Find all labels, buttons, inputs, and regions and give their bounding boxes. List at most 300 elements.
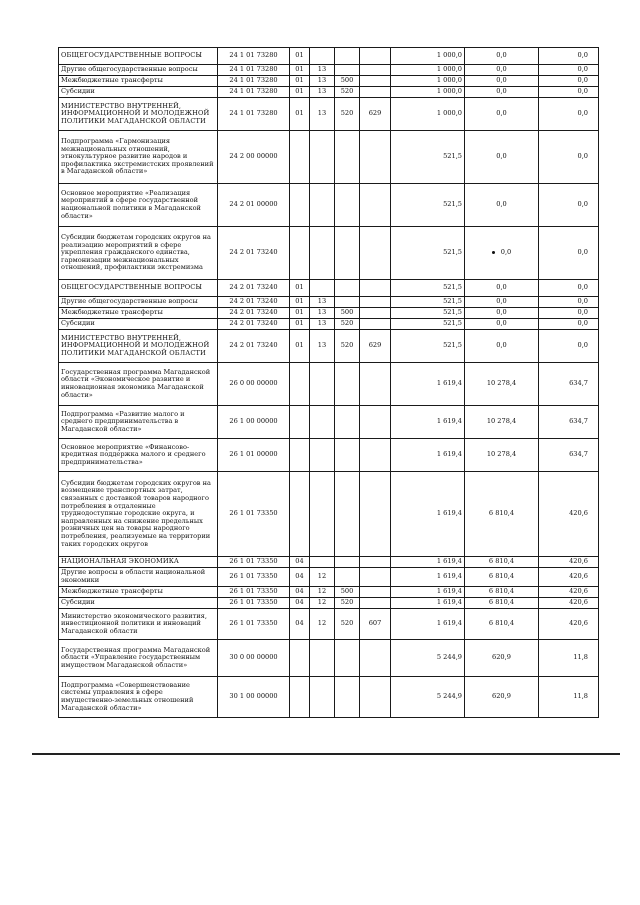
- cell-name: [59, 297, 218, 308]
- cell-section: [290, 319, 310, 330]
- cell-expense-type: [335, 319, 360, 330]
- cell-amount-3-text: 0,0: [577, 200, 588, 209]
- cell-amount-2-text: 6 810,4: [488, 587, 515, 596]
- cell-amount-1: [391, 319, 465, 330]
- cell-subsection-text: 13: [317, 87, 327, 96]
- table-row: [59, 472, 599, 557]
- cell-amount-3-text: 11,8: [573, 692, 588, 701]
- cell-amount-3-text: 0,0: [577, 341, 588, 350]
- cell-target-code-text: 24 1 01 73280: [229, 87, 278, 96]
- cell-target-code: [218, 308, 290, 319]
- cell-amount-1: [391, 472, 465, 557]
- cell-expense-type: [335, 439, 360, 472]
- cell-target-code-text: 26 1 01 73350: [229, 587, 278, 596]
- cell-section-text: 01: [295, 51, 304, 60]
- cell-target-code-text: 24 2 00 00000: [229, 152, 278, 161]
- cell-target-code-text: 26 0 00 00000: [229, 379, 278, 388]
- cell-subsection: [310, 65, 335, 76]
- cell-administrator: [360, 280, 391, 297]
- cell-expense-type-text: 520: [340, 109, 354, 118]
- cell-target-code-text: 26 1 01 73350: [229, 509, 278, 518]
- bullet-mark-icon: [492, 251, 495, 254]
- cell-name-text: Подпрограмма «Развитие малого и среднего предпринимательства в Магаданской области»: [61, 409, 185, 433]
- cell-subsection: [310, 406, 335, 439]
- cell-amount-1: [391, 184, 465, 227]
- cell-expense-type: [335, 227, 360, 280]
- cell-amount-2: [465, 609, 539, 640]
- cell-amount-3-text: 0,0: [577, 297, 588, 306]
- table-row: [59, 557, 599, 568]
- cell-amount-1-text: 1 619,4: [436, 572, 462, 581]
- table-row: [59, 184, 599, 227]
- table-row: [59, 131, 599, 184]
- cell-amount-3-text: 0,0: [577, 308, 588, 317]
- cell-section: [290, 227, 310, 280]
- table-row: [59, 280, 599, 297]
- cell-expense-type: [335, 568, 360, 587]
- cell-subsection: [310, 48, 335, 65]
- cell-section: [290, 330, 310, 363]
- cell-target-code: [218, 439, 290, 472]
- cell-amount-3: [539, 587, 599, 598]
- cell-amount-1: [391, 330, 465, 363]
- cell-target-code: [218, 48, 290, 65]
- cell-amount-1: [391, 363, 465, 406]
- cell-target-code-text: 26 1 01 73350: [229, 598, 278, 607]
- cell-subsection: [310, 319, 335, 330]
- cell-amount-3-text: 0,0: [577, 319, 588, 328]
- cell-amount-2: [465, 568, 539, 587]
- cell-amount-3: [539, 330, 599, 363]
- cell-amount-3-text: 0,0: [577, 152, 588, 161]
- cell-subsection: [310, 98, 335, 131]
- cell-amount-1: [391, 439, 465, 472]
- table-row: [59, 330, 599, 363]
- cell-amount-2-text: 0,0: [496, 109, 507, 118]
- cell-name: [59, 587, 218, 598]
- cell-target-code: [218, 568, 290, 587]
- cell-expense-type: [335, 330, 360, 363]
- cell-target-code-text: 24 2 01 73240: [229, 283, 278, 292]
- cell-name-text: ОБЩЕГОСУДАРСТВЕННЫЕ ВОПРОСЫ: [61, 283, 203, 292]
- cell-expense-type: [335, 297, 360, 308]
- cell-target-code-text: 30 1 00 00000: [229, 692, 278, 701]
- cell-subsection-text: 13: [317, 109, 327, 118]
- cell-expense-type: [335, 598, 360, 609]
- cell-name: [59, 363, 218, 406]
- cell-amount-3: [539, 439, 599, 472]
- cell-administrator: [360, 131, 391, 184]
- cell-name-text: МИНИСТЕРСТВО ВНУТРЕННЕЙ, ИНФОРМАЦИОННОЙ И МОЛОДЕЖНОЙ ПОЛИТИКИ МАГАДАНСКОЙ ОБЛАСТИ: [61, 101, 210, 125]
- cell-administrator: [360, 406, 391, 439]
- budget-sheet: [58, 47, 598, 718]
- cell-expense-type: [335, 587, 360, 598]
- cell-target-code: [218, 598, 290, 609]
- cell-target-code: [218, 297, 290, 308]
- cell-target-code: [218, 65, 290, 76]
- cell-amount-1: [391, 87, 465, 98]
- table-row: [59, 677, 599, 718]
- cell-section: [290, 557, 310, 568]
- cell-amount-3: [539, 677, 599, 718]
- cell-administrator: [360, 98, 391, 131]
- cell-section: [290, 98, 310, 131]
- cell-section: [290, 48, 310, 65]
- cell-amount-1-text: 1 000,0: [436, 87, 462, 96]
- cell-name-text: Субсидии: [61, 598, 95, 607]
- cell-amount-2-text: 6 810,4: [488, 557, 515, 566]
- cell-expense-type-text: 500: [340, 587, 354, 596]
- cell-amount-1-text: 521,5: [443, 283, 462, 292]
- cell-amount-1-text: 1 619,4: [436, 417, 462, 426]
- cell-administrator: [360, 677, 391, 718]
- cell-target-code: [218, 363, 290, 406]
- table-row: [59, 598, 599, 609]
- cell-amount-1-text: 5 244,9: [436, 653, 462, 662]
- cell-subsection-text: 12: [317, 598, 327, 607]
- table-row: [59, 297, 599, 308]
- table-row: [59, 65, 599, 76]
- cell-amount-3-text: 420,6: [569, 572, 588, 581]
- cell-amount-3: [539, 319, 599, 330]
- cell-target-code: [218, 98, 290, 131]
- cell-amount-3: [539, 65, 599, 76]
- cell-name: [59, 598, 218, 609]
- cell-amount-1: [391, 609, 465, 640]
- cell-amount-1-text: 1 619,4: [436, 450, 462, 459]
- cell-subsection: [310, 363, 335, 406]
- cell-expense-type-text: 500: [340, 76, 354, 85]
- cell-section: [290, 280, 310, 297]
- cell-section: [290, 76, 310, 87]
- cell-amount-1-text: 521,5: [443, 152, 462, 161]
- cell-amount-2-text: 0,0: [496, 297, 507, 306]
- cell-amount-3-text: 0,0: [577, 283, 588, 292]
- cell-amount-1: [391, 227, 465, 280]
- cell-subsection: [310, 330, 335, 363]
- cell-amount-2-text: 0,0: [496, 200, 507, 209]
- cell-amount-2: [465, 363, 539, 406]
- cell-target-code-text: 26 1 01 73350: [229, 619, 278, 628]
- cell-expense-type: [335, 308, 360, 319]
- cell-expense-type: [335, 406, 360, 439]
- cell-amount-3: [539, 308, 599, 319]
- cell-subsection: [310, 609, 335, 640]
- cell-section-text: 01: [295, 283, 304, 292]
- cell-expense-type-text: 520: [340, 619, 354, 628]
- cell-subsection: [310, 297, 335, 308]
- footer-rule: [32, 753, 620, 755]
- cell-section: [290, 439, 310, 472]
- cell-name-text: Субсидии бюджетам городских округов на реализацию мероприятий в сфере укрепления гражданского единства, гармонизации межнациональных отношений, профилактики экстремизма: [61, 233, 211, 272]
- cell-amount-3: [539, 472, 599, 557]
- cell-target-code-text: 24 2 01 00000: [229, 200, 278, 209]
- table-row: [59, 363, 599, 406]
- cell-amount-2-text: 0,0: [496, 87, 507, 96]
- cell-target-code-text: 24 2 01 73240: [229, 248, 278, 257]
- cell-name-text: ОБЩЕГОСУДАРСТВЕННЫЕ ВОПРОСЫ: [61, 51, 203, 60]
- cell-subsection: [310, 472, 335, 557]
- cell-amount-1-text: 521,5: [443, 248, 462, 257]
- cell-expense-type: [335, 76, 360, 87]
- cell-amount-3-text: 634,7: [569, 417, 588, 426]
- cell-amount-2: [465, 330, 539, 363]
- cell-amount-1: [391, 640, 465, 677]
- cell-administrator: [360, 439, 391, 472]
- cell-amount-2-text: 0,0: [496, 283, 507, 292]
- cell-expense-type: [335, 131, 360, 184]
- cell-administrator: [360, 297, 391, 308]
- cell-administrator: [360, 48, 391, 65]
- cell-subsection: [310, 131, 335, 184]
- cell-amount-1-text: 1 619,4: [436, 557, 462, 566]
- cell-name-text: Другие общегосударственные вопросы: [61, 65, 198, 74]
- cell-amount-1: [391, 406, 465, 439]
- cell-amount-3-text: 420,6: [569, 587, 588, 596]
- cell-amount-1-text: 1 000,0: [436, 76, 462, 85]
- cell-target-code: [218, 472, 290, 557]
- cell-amount-1-text: 1 619,4: [436, 509, 462, 518]
- cell-amount-1: [391, 48, 465, 65]
- cell-target-code-text: 24 2 01 73240: [229, 341, 278, 350]
- cell-name-text: Другие общегосударственные вопросы: [61, 297, 198, 306]
- cell-target-code-text: 26 1 01 73350: [229, 572, 278, 581]
- cell-amount-3-text: 0,0: [577, 51, 588, 60]
- cell-expense-type-text: 520: [340, 87, 354, 96]
- table-row: [59, 98, 599, 131]
- cell-name: [59, 677, 218, 718]
- cell-amount-3-text: 420,6: [569, 557, 588, 566]
- cell-amount-2-text: 6 810,4: [488, 509, 515, 518]
- cell-subsection: [310, 227, 335, 280]
- cell-name-text: Другие вопросы в области национальной экономики: [61, 568, 206, 584]
- cell-name: [59, 65, 218, 76]
- cell-amount-2: [465, 48, 539, 65]
- cell-subsection-text: 12: [317, 587, 327, 596]
- cell-target-code-text: 24 1 01 73280: [229, 109, 278, 118]
- cell-amount-3-text: 420,6: [569, 619, 588, 628]
- table-row: [59, 87, 599, 98]
- cell-name: [59, 439, 218, 472]
- table-row: [59, 76, 599, 87]
- cell-amount-2-text: 6 810,4: [488, 598, 515, 607]
- cell-subsection-text: 13: [317, 319, 327, 328]
- cell-amount-2-text: 6 810,4: [488, 619, 515, 628]
- cell-administrator: [360, 363, 391, 406]
- cell-administrator: [360, 557, 391, 568]
- cell-target-code: [218, 131, 290, 184]
- cell-name: [59, 227, 218, 280]
- cell-amount-3: [539, 76, 599, 87]
- cell-administrator: [360, 319, 391, 330]
- cell-amount-2-text: 10 278,4: [486, 417, 517, 426]
- cell-target-code: [218, 609, 290, 640]
- cell-amount-2-text: 0,0: [496, 341, 507, 350]
- cell-subsection-text: 13: [317, 76, 327, 85]
- cell-section: [290, 568, 310, 587]
- cell-target-code-text: 24 1 01 73280: [229, 65, 278, 74]
- cell-subsection: [310, 598, 335, 609]
- cell-amount-2: [465, 131, 539, 184]
- cell-amount-1-text: 1 000,0: [436, 109, 462, 118]
- cell-section-text: 01: [295, 319, 304, 328]
- cell-expense-type: [335, 98, 360, 131]
- cell-amount-1: [391, 76, 465, 87]
- cell-name-text: Основное мероприятие «Реализация мероприятий в сфере государственной национальной политики в Магаданской области»: [61, 188, 201, 220]
- cell-target-code-text: 24 2 01 73240: [229, 308, 278, 317]
- cell-amount-3: [539, 131, 599, 184]
- cell-amount-1: [391, 280, 465, 297]
- cell-amount-2: [465, 472, 539, 557]
- cell-amount-2-text: 10 278,4: [486, 450, 517, 459]
- cell-amount-1-text: 1 000,0: [436, 51, 462, 60]
- cell-expense-type: [335, 677, 360, 718]
- budget-table: [58, 47, 599, 718]
- cell-target-code: [218, 280, 290, 297]
- cell-target-code-text: 30 0 00 00000: [229, 653, 278, 662]
- cell-subsection: [310, 439, 335, 472]
- cell-amount-3-text: 634,7: [569, 450, 588, 459]
- cell-amount-1: [391, 598, 465, 609]
- cell-subsection: [310, 280, 335, 297]
- cell-administrator: [360, 598, 391, 609]
- cell-target-code: [218, 677, 290, 718]
- cell-amount-1: [391, 297, 465, 308]
- cell-target-code: [218, 87, 290, 98]
- cell-amount-2-text: 620,9: [492, 692, 511, 701]
- cell-amount-3: [539, 598, 599, 609]
- cell-expense-type: [335, 363, 360, 406]
- cell-administrator-text: 629: [368, 341, 382, 350]
- cell-amount-1-text: 1 619,4: [436, 587, 462, 596]
- cell-amount-3: [539, 98, 599, 131]
- cell-name-text: Основное мероприятие «Финансово-кредитная поддержка малого и среднего предпринимательства»: [61, 442, 206, 466]
- cell-amount-3-text: 0,0: [577, 109, 588, 118]
- cell-target-code-text: 24 1 01 73280: [229, 76, 278, 85]
- cell-amount-2: [465, 98, 539, 131]
- cell-amount-3: [539, 227, 599, 280]
- cell-subsection: [310, 677, 335, 718]
- cell-target-code: [218, 330, 290, 363]
- cell-administrator-text: 607: [368, 619, 382, 628]
- cell-name-text: Межбюджетные трансферты: [61, 76, 163, 85]
- cell-subsection-text: 12: [317, 619, 327, 628]
- cell-section: [290, 640, 310, 677]
- cell-amount-3: [539, 363, 599, 406]
- cell-section: [290, 363, 310, 406]
- cell-name-text: Министерство экономического развития, инвестиционной политики и инноваций Магаданской области: [61, 611, 207, 635]
- cell-target-code: [218, 184, 290, 227]
- table-row: [59, 640, 599, 677]
- table-row: [59, 406, 599, 439]
- cell-name-text: Государственная программа Магаданской области «Управление государственным имуществом Магаданской области»: [61, 645, 211, 669]
- cell-amount-2: [465, 406, 539, 439]
- cell-amount-1-text: 1 619,4: [436, 619, 462, 628]
- cell-name-text: Подпрограмма «Совершенствование системы управления в сфере имущественно-земельных отношений Магаданской области»: [61, 680, 194, 712]
- cell-amount-3-text: 0,0: [577, 76, 588, 85]
- cell-subsection: [310, 184, 335, 227]
- cell-amount-1: [391, 308, 465, 319]
- cell-expense-type: [335, 184, 360, 227]
- table-row: [59, 48, 599, 65]
- cell-expense-type: [335, 48, 360, 65]
- cell-name: [59, 308, 218, 319]
- cell-amount-2: [465, 280, 539, 297]
- table-row: [59, 609, 599, 640]
- cell-section-text: 01: [295, 87, 304, 96]
- cell-amount-2-text: 10 278,4: [486, 379, 517, 388]
- cell-section: [290, 297, 310, 308]
- cell-amount-2-text: 6 810,4: [488, 572, 515, 581]
- cell-name: [59, 330, 218, 363]
- cell-name: [59, 557, 218, 568]
- cell-expense-type: [335, 472, 360, 557]
- cell-name: [59, 76, 218, 87]
- cell-name: [59, 98, 218, 131]
- cell-name: [59, 406, 218, 439]
- cell-subsection: [310, 308, 335, 319]
- cell-amount-2: [465, 587, 539, 598]
- cell-section: [290, 87, 310, 98]
- cell-name: [59, 568, 218, 587]
- cell-amount-3: [539, 557, 599, 568]
- cell-amount-1: [391, 677, 465, 718]
- cell-name-text: Субсидии: [61, 87, 95, 96]
- cell-name: [59, 472, 218, 557]
- cell-target-code-text: 24 1 01 73280: [229, 51, 278, 60]
- cell-target-code: [218, 76, 290, 87]
- cell-section-text: 04: [295, 572, 304, 581]
- cell-amount-2-text: 0,0: [496, 152, 507, 161]
- cell-name: [59, 319, 218, 330]
- cell-administrator: [360, 568, 391, 587]
- cell-subsection: [310, 87, 335, 98]
- cell-amount-1: [391, 98, 465, 131]
- cell-subsection: [310, 568, 335, 587]
- cell-name-text: Подпрограмма «Гармонизация межнациональных отношений, этнокультурное развитие народов и профилактика экстремистских проявлений в Магаданской области»: [61, 137, 214, 176]
- cell-amount-2: [465, 640, 539, 677]
- cell-amount-1-text: 5 244,9: [436, 692, 462, 701]
- cell-target-code: [218, 557, 290, 568]
- cell-amount-1-text: 521,5: [443, 319, 462, 328]
- cell-section: [290, 131, 310, 184]
- cell-amount-2: [465, 87, 539, 98]
- table-row: [59, 319, 599, 330]
- cell-section: [290, 406, 310, 439]
- cell-target-code: [218, 227, 290, 280]
- cell-administrator: [360, 76, 391, 87]
- cell-subsection-text: 13: [317, 308, 327, 317]
- cell-amount-2: [465, 677, 539, 718]
- cell-target-code-text: 26 1 01 73350: [229, 557, 278, 566]
- cell-amount-2-text: 620,9: [492, 653, 511, 662]
- table-row: [59, 587, 599, 598]
- cell-amount-3: [539, 48, 599, 65]
- cell-section: [290, 65, 310, 76]
- cell-amount-2: [465, 184, 539, 227]
- cell-administrator: [360, 227, 391, 280]
- cell-amount-2-text: 0,0: [496, 65, 507, 74]
- cell-amount-2: [465, 227, 539, 280]
- cell-amount-1-text: 521,5: [443, 200, 462, 209]
- cell-amount-1: [391, 557, 465, 568]
- budget-table-body: [59, 48, 599, 718]
- cell-administrator: [360, 308, 391, 319]
- cell-expense-type-text: 500: [340, 308, 354, 317]
- cell-amount-3: [539, 184, 599, 227]
- cell-amount-3-text: 420,6: [569, 598, 588, 607]
- cell-amount-1: [391, 568, 465, 587]
